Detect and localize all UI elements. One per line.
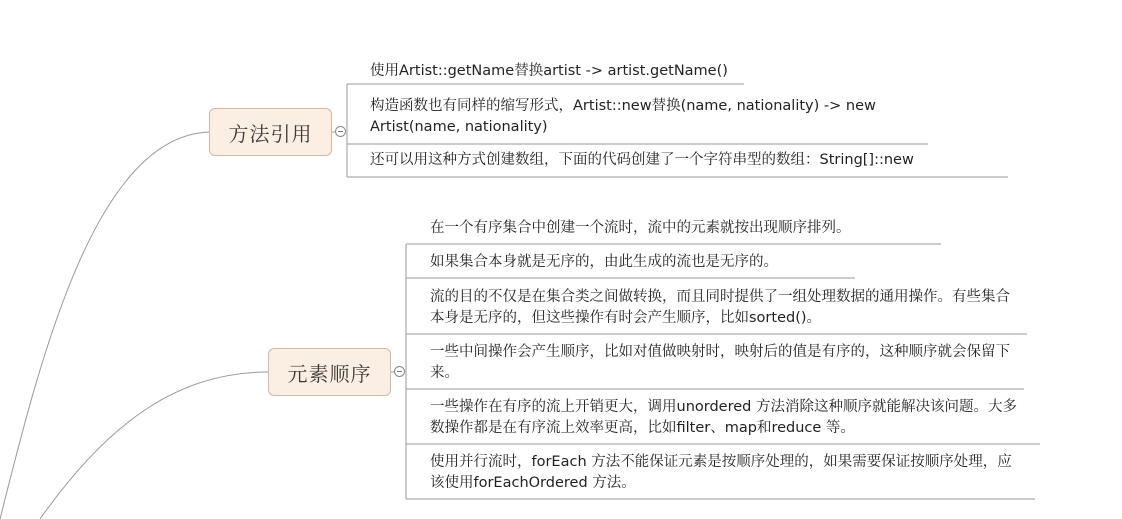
leaf-method-ref-1: 使用Artist::getName替换artist -> artist.getName() bbox=[370, 63, 728, 79]
leaf-method-ref-2: 构造函数也有同样的缩写形式，Artist::new替换(name, nationality) -> new Artist(name, nationality) bbox=[370, 98, 876, 135]
trunk-to-element-order bbox=[40, 372, 268, 519]
leaf-element-order-1: 在一个有序集合中创建一个流时，流中的元素就按出现顺序排列。 bbox=[430, 220, 851, 236]
leaf-element-order-6: 使用并行流时，forEach 方法不能保证元素是按顺序处理的，如果需要保证按顺序处理，应该使用forEachOrdered 方法。 bbox=[430, 454, 1012, 491]
topic-method-reference[interactable] bbox=[209, 108, 332, 156]
topic-element-order[interactable] bbox=[268, 348, 391, 396]
leaf-element-order-2: 如果集合本身就是无序的，由此生成的流也是无序的。 bbox=[430, 254, 778, 270]
topic-label: 元素顺序 bbox=[287, 361, 372, 386]
topic-label: 方法引用 bbox=[228, 121, 313, 146]
leaf-method-ref-3: 还可以用这种方式创建数组，下面的代码创建了一个字符串型的数组：String[]::new bbox=[370, 152, 914, 168]
collapse-toggle-method-reference[interactable] bbox=[335, 126, 346, 137]
leaf-element-order-4: 一些中间操作会产生顺序，比如对值做映射时，映射后的值是有序的，这种顺序就会保留下来。 bbox=[430, 344, 1010, 381]
collapse-toggle-element-order[interactable] bbox=[394, 366, 405, 377]
leaf-element-order-3: 流的目的不仅是在集合类之间做转换，而且同时提供了一组处理数据的通用操作。有些集合本身是无序的，但这些操作有时会产生顺序，比如sorted()。 bbox=[430, 289, 1010, 326]
trunk-to-method-ref bbox=[0, 132, 210, 519]
leaf-element-order-5: 一些操作在有序的流上开销更大，调用unordered 方法消除这种顺序就能解决该问题。大多数操作都是在有序流上效率更高，比如filter、map和reduce 等。 bbox=[430, 399, 1017, 436]
